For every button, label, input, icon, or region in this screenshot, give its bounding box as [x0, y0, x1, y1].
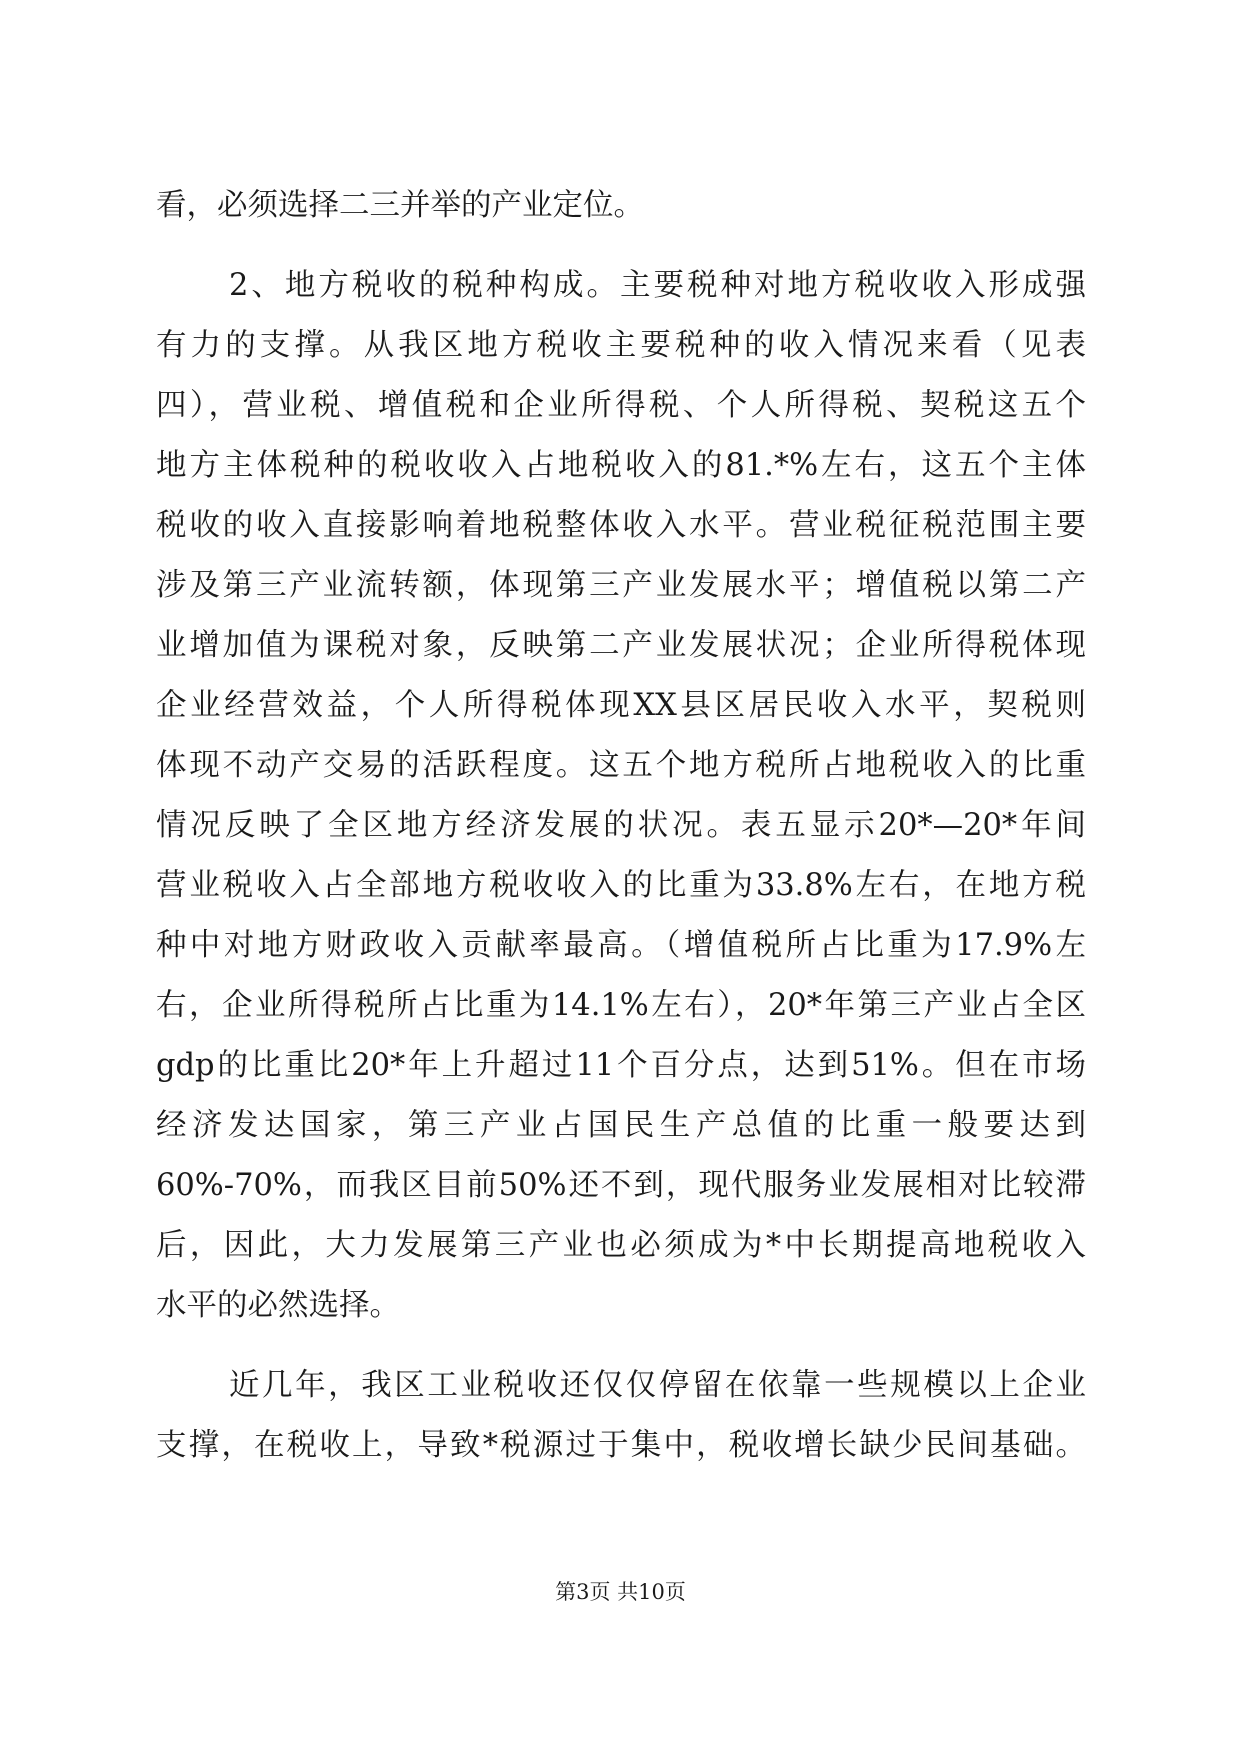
body-line-12: 营业税收入占全部地方税收收入的比重为33.8%左右，在地方税 [156, 868, 1086, 903]
body-line-20: 近几年，我区工业税收还仅仅停留在依靠一些规模以上企业 [229, 1368, 1086, 1403]
body-line-5: 地方主体税种的税收收入占地税收入的81.*%左右，这五个主体 [156, 448, 1086, 483]
body-line-7: 涉及第三产业流转额，体现第三产业发展水平；增值税以第二产 [156, 568, 1086, 603]
body-line-21: 支撑，在税收上，导致*税源过于集中，税收增长缺少民间基础。 [156, 1428, 1086, 1463]
body-line-6: 税收的收入直接影响着地税整体收入水平。营业税征税范围主要 [156, 508, 1086, 543]
body-line-18: 后，因此，大力发展第三产业也必须成为*中长期提高地税收入 [156, 1228, 1086, 1263]
body-line-4: 四），营业税、增值税和企业所得税、个人所得税、契税这五个 [156, 388, 1086, 423]
body-line-15: gdp的比重比20*年上升超过11个百分点，达到51%。但在市场 [156, 1048, 1086, 1083]
body-line-3: 有力的支撑。从我区地方税收主要税种的收入情况来看（见表 [156, 328, 1086, 363]
body-line-9: 企业经营效益，个人所得税体现XX县区居民收入水平，契税则 [156, 688, 1086, 723]
body-line-11: 情况反映了全区地方经济发展的状况。表五显示20*—20*年间 [156, 808, 1086, 843]
body-line-2: 2、地方税收的税种构成。主要税种对地方税收收入形成强 [229, 268, 1086, 303]
body-line-14: 右，企业所得税所占比重为14.1%左右），20*年第三产业占全区 [156, 988, 1086, 1023]
body-line-8: 业增加值为课税对象，反映第二产业发展状况；企业所得税体现 [156, 628, 1086, 663]
body-line-17: 60%-70%，而我区目前50%还不到，现代服务业发展相对比较滞 [156, 1168, 1086, 1203]
body-line-13: 种中对地方财政收入贡献率最高。（增值税所占比重为17.9%左 [156, 928, 1086, 963]
body-line-10: 体现不动产交易的活跃程度。这五个地方税所占地税收入的比重 [156, 748, 1086, 783]
body-line-19: 水平的必然选择。 [156, 1288, 400, 1323]
page-number-footer: 第3页 共10页 [555, 1580, 686, 1604]
body-line-16: 经济发达国家，第三产业占国民生产总值的比重一般要达到 [156, 1108, 1086, 1143]
body-line-1: 看，必须选择二三并举的产业定位。 [156, 188, 644, 223]
